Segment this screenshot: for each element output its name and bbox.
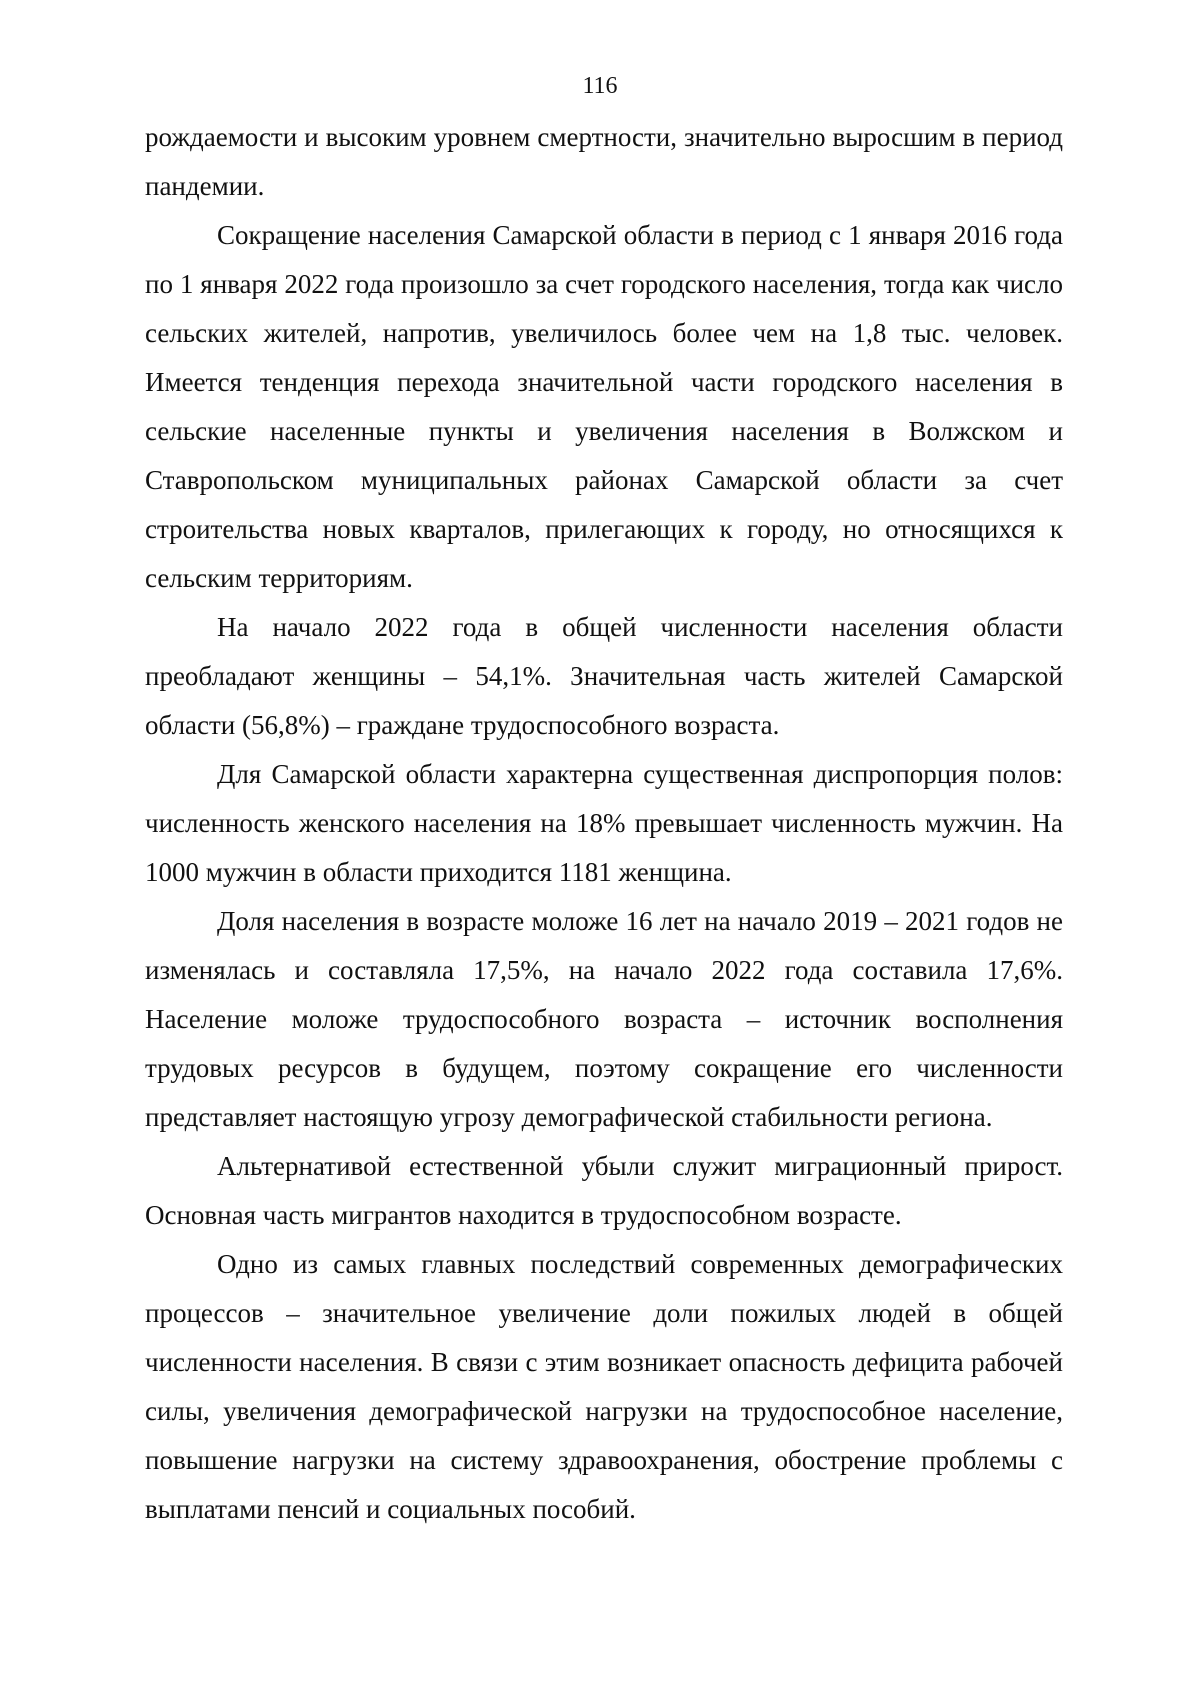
paragraph-population-decline: Сокращение населения Самарской области в период с 1 января 2016 года по 1 января 2022 года произошло за счет городского населения, тогда как число сельских жителей, напротив, увеличилось более чем на 1,8 тыс. человек. Имеется тенденция перехода значительной части городского населения в сельские населенные пункты и увеличения населения в Волжском и Ставропольском муниципальных районах Самарской области за счет строительства новых кварталов, прилегающих к городу, но относящихся к сельским территориям.: [145, 220, 1063, 593]
paragraph-migration: Альтернативой естественной убыли служит миграционный прирост. Основная часть мигрантов находится в трудоспособном возрасте.: [145, 1151, 1063, 1230]
page-number: 116: [582, 73, 618, 99]
paragraph-continued: рождаемости и высоким уровнем смертности, значительно выросшим в период пандемии.: [145, 122, 1063, 201]
paragraph-aging-consequences: Одно из самых главных последствий современных демографических процессов – значительное увеличение доли пожилых людей в общей численности населения. В связи с этим возникает опасность дефицита рабочей силы, увеличения демографической нагрузки на трудоспособное население, повышение нагрузки на систему здравоохранения, обострение проблемы с выплатами пенсий и социальных пособий.: [145, 1249, 1063, 1524]
paragraph-gender-disproportion: Для Самарской области характерна существенная диспропорция полов: численность женского населения на 18% превышает численность мужчин. На 1000 мужчин в области приходится 1181 женщина.: [145, 759, 1063, 887]
body-text: [145, 113, 1063, 1534]
paragraph-youth-share: Доля населения в возрасте моложе 16 лет на начало 2019 – 2021 годов не изменялась и составляла 17,5%, на начало 2022 года составила 17,6%. Население моложе трудоспособного возраста – источник восполнения трудовых ресурсов в будущем, поэтому сокращение его численности представляет настоящую угрозу демографической стабильности региона.: [145, 906, 1063, 1132]
paragraph-women-share: На начало 2022 года в общей численности населения области преобладают женщины – 54,1%. Значительная часть жителей Самарской области (56,8%) – граждане трудоспособного возраста.: [145, 612, 1063, 740]
